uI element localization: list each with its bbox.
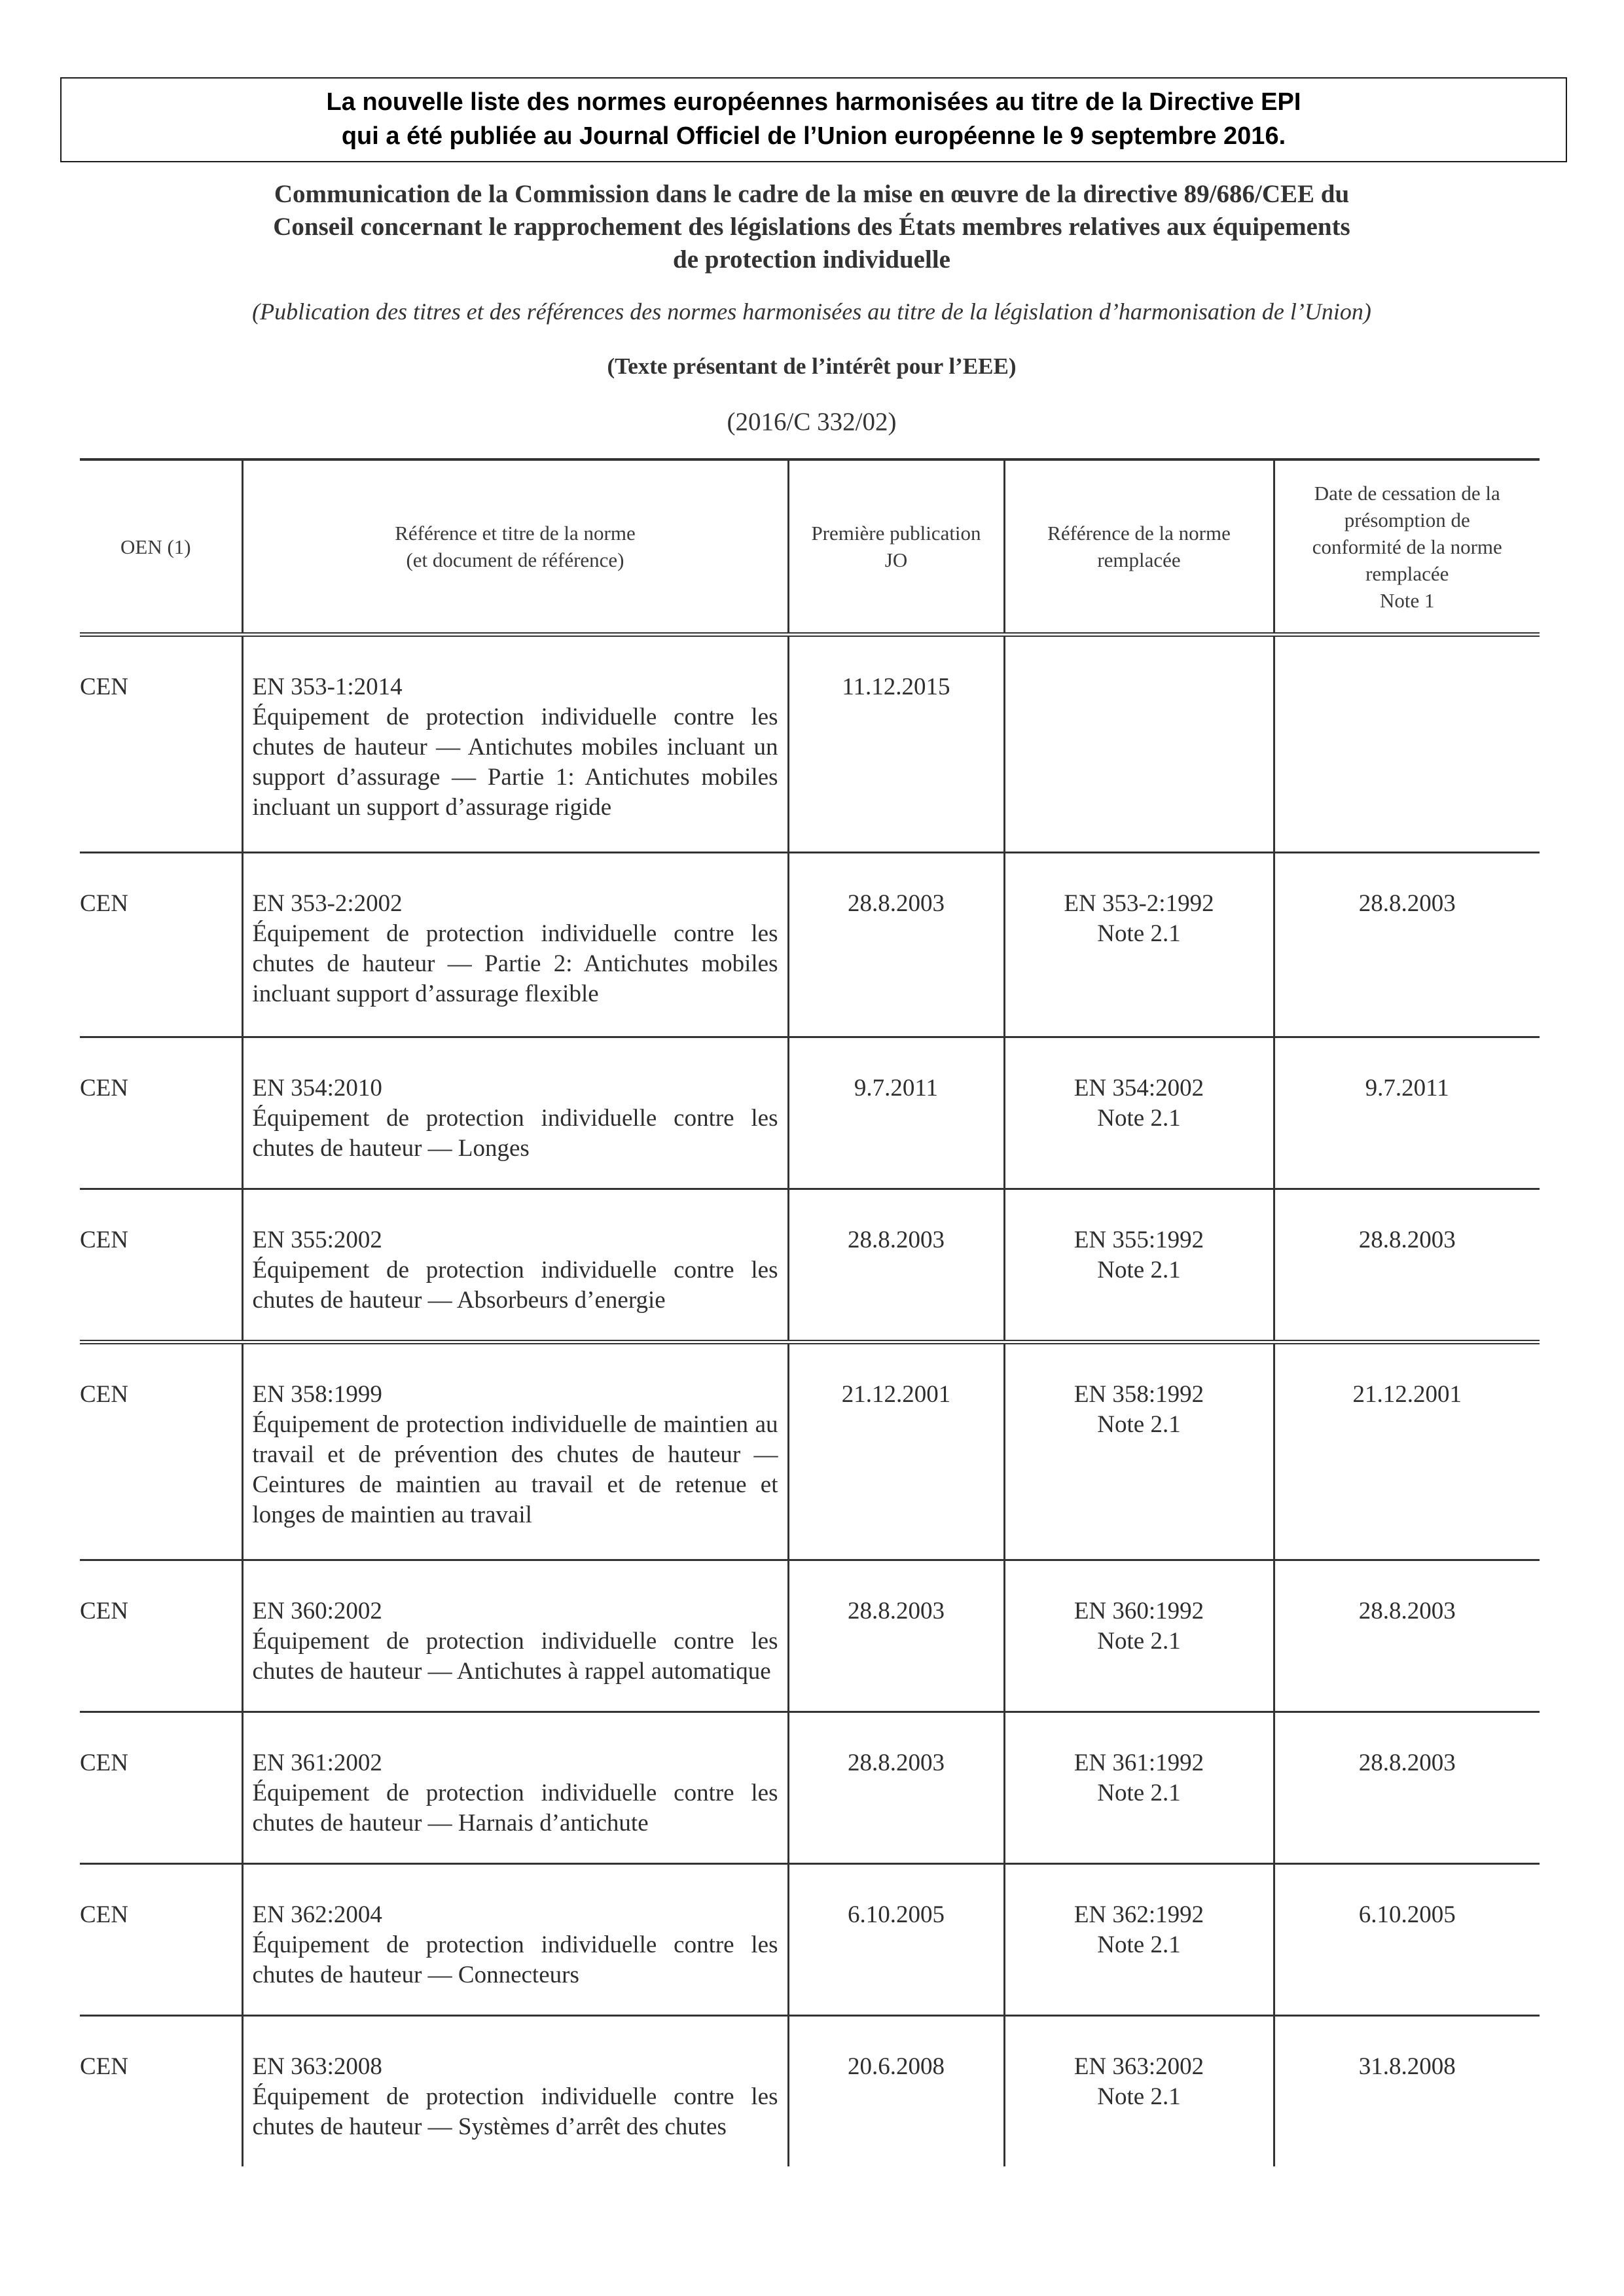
row-standard-reference: EN 355:2002 <box>252 1226 382 1253</box>
table-row <box>80 853 1540 1037</box>
row-standard-reference: EN 353-1:2014 <box>252 673 403 700</box>
table-row <box>80 1342 1540 1560</box>
row-replaced-reference: EN 355:1992 <box>1074 1226 1204 1253</box>
row-reference-title <box>242 853 788 1037</box>
heading-line-3: de protection individuelle <box>673 245 950 274</box>
row-cessation-date <box>1274 635 1540 853</box>
publication-banner <box>60 77 1567 162</box>
row-reference-title <box>242 1864 788 2016</box>
header-reference-title-line-1: Référence et titre de la norme <box>395 522 636 545</box>
row-organisation: CEN <box>80 635 242 853</box>
row-replaced-note: Note 2.1 <box>1097 1931 1181 1959</box>
row-replaced-reference: EN 353-2:1992 <box>1064 890 1214 918</box>
row-replaced-note: Note 2.1 <box>1097 1256 1181 1283</box>
row-cessation-date: 6.10.2005 <box>1274 1864 1540 2016</box>
row-cessation-date: 28.8.2003 <box>1274 853 1540 1037</box>
row-first-publication: 28.8.2003 <box>788 1189 1004 1342</box>
row-cessation-date: 28.8.2003 <box>1274 1712 1540 1864</box>
row-standard-title: Équipement de protection individuelle contre les chutes de hauteur — Systèmes d’arrêt des chutes <box>252 2083 778 2141</box>
row-first-publication: 28.8.2003 <box>788 853 1004 1037</box>
row-reference-title <box>242 635 788 853</box>
row-replaced-standard <box>1004 1864 1274 2016</box>
eee-note: (Texte présentant de l’intérêt pour l’EEE) <box>607 353 1017 379</box>
row-first-publication: 6.10.2005 <box>788 1864 1004 2016</box>
row-standard-title: Équipement de protection individuelle contre les chutes de hauteur — Antichutes mobiles incluant un support d’assurage — Partie 1: Antichutes mobiles incluant un support d’assurage rigide <box>252 704 778 821</box>
row-standard-reference: EN 362:2004 <box>252 1901 382 1929</box>
row-replaced-standard <box>1004 1712 1274 1864</box>
row-cessation-date: 28.8.2003 <box>1274 1560 1540 1712</box>
row-replaced-note: Note 2.1 <box>1097 2083 1181 2111</box>
table-row <box>80 1712 1540 1864</box>
row-standard-title: Équipement de protection individuelle contre les chutes de hauteur — Antichutes à rappel automatique <box>252 1628 778 1685</box>
header-reference-title <box>242 459 788 635</box>
header-replaced-standard <box>1004 459 1274 635</box>
row-organisation: CEN <box>80 1864 242 2016</box>
row-organisation: CEN <box>80 1560 242 1712</box>
row-organisation: CEN <box>80 1712 242 1864</box>
row-replaced-reference: EN 360:1992 <box>1074 1598 1204 1625</box>
header-oen: OEN (1) <box>80 459 242 635</box>
row-replaced-standard <box>1004 1560 1274 1712</box>
row-replaced-standard <box>1004 1189 1274 1342</box>
row-standard-title: Équipement de protection individuelle de maintien au travail et de prévention des chutes de hauteur — Ceintures de maintien au travail et de retenue et longes de maintien au travail <box>252 1410 778 1528</box>
row-standard-reference: EN 361:2002 <box>252 1749 382 1777</box>
header-cessation-date-line-4: remplacée <box>1365 562 1449 585</box>
header-first-publication <box>788 459 1004 635</box>
header-cessation-date-line-1: Date de cessation de la <box>1314 481 1500 505</box>
table-row <box>80 1864 1540 2016</box>
header-cessation-date-line-2: présomption de <box>1344 508 1470 531</box>
table-row <box>80 2016 1540 2166</box>
row-standard-reference: EN 360:2002 <box>252 1598 382 1625</box>
row-organisation: CEN <box>80 853 242 1037</box>
table-row <box>80 1037 1540 1189</box>
row-standard-title: Équipement de protection individuelle contre les chutes de hauteur — Longes <box>252 1104 778 1162</box>
row-organisation: CEN <box>80 1037 242 1189</box>
row-replaced-reference: EN 362:1992 <box>1074 1901 1204 1929</box>
row-first-publication: 21.12.2001 <box>788 1342 1004 1560</box>
row-replaced-reference: EN 354:2002 <box>1074 1074 1204 1102</box>
row-standard-title: Équipement de protection individuelle contre les chutes de hauteur — Connecteurs <box>252 1931 778 1989</box>
row-first-publication: 11.12.2015 <box>788 635 1004 853</box>
row-standard-title: Équipement de protection individuelle contre les chutes de hauteur — Partie 2: Antichutes mobiles incluant support d’assurage flexible <box>252 920 778 1008</box>
row-organisation: CEN <box>80 2053 128 2081</box>
row-replaced-reference: EN 361:1992 <box>1074 1749 1204 1777</box>
row-organisation: CEN <box>80 1189 242 1342</box>
row-standard-reference: EN 353-2:2002 <box>252 890 403 918</box>
table-header-row <box>80 459 1540 635</box>
row-replaced-note: Note 2.1 <box>1097 920 1181 948</box>
row-replaced-standard <box>1004 2016 1274 2166</box>
row-first-publication: 9.7.2011 <box>788 1037 1004 1189</box>
row-cessation-date: 31.8.2008 <box>1274 2016 1540 2166</box>
row-standard-reference: EN 363:2008 <box>252 2053 382 2081</box>
row-organisation: CEN <box>80 1342 242 1560</box>
communication-heading <box>196 178 1427 276</box>
row-standard-title: Équipement de protection individuelle contre les chutes de hauteur — Absorbeurs d’energie <box>252 1256 778 1314</box>
row-cessation-date: 28.8.2003 <box>1274 1189 1540 1342</box>
header-replaced-standard-line-1: Référence de la norme <box>1047 522 1231 545</box>
row-reference-title <box>242 1560 788 1712</box>
heading-line-1: Communication de la Commission dans le cadre de la mise en œuvre de la directive 89/686/CEE du <box>274 180 1350 208</box>
row-replaced-note: Note 2.1 <box>1097 1410 1181 1438</box>
row-reference-title <box>242 1037 788 1189</box>
header-cessation-date-line-3: conformité de la norme <box>1312 535 1502 558</box>
row-cessation-date: 21.12.2001 <box>1274 1342 1540 1560</box>
table-row <box>80 635 1540 853</box>
row-reference-title <box>242 1189 788 1342</box>
standards-table <box>80 458 1540 2166</box>
row-replaced-reference: EN 363:2002 <box>1074 2053 1204 2081</box>
table-row <box>80 1189 1540 1342</box>
publication-subtitle: (Publication des titres et des références des normes harmonisées au titre de la législation d’harmonisation de l’Union) <box>252 298 1371 325</box>
row-replaced-standard <box>1004 1037 1274 1189</box>
row-cessation-date: 9.7.2011 <box>1274 1037 1540 1189</box>
row-standard-reference: EN 354:2010 <box>252 1074 382 1102</box>
row-replaced-note: Note 2.1 <box>1097 1104 1181 1132</box>
row-first-publication: 20.6.2008 <box>788 2016 1004 2166</box>
row-replaced-note: Note 2.1 <box>1097 1780 1181 1807</box>
table-row <box>80 1560 1540 1712</box>
row-replaced-reference: EN 358:1992 <box>1074 1380 1204 1408</box>
header-first-publication-line-2: JO <box>884 548 908 571</box>
document-reference: (2016/C 332/02) <box>727 408 897 436</box>
row-first-publication: 28.8.2003 <box>788 1712 1004 1864</box>
banner-line-2: qui a été publiée au Journal Officiel de l’Union européenne le 9 septembre 2016. <box>341 122 1286 150</box>
row-reference-title <box>242 1712 788 1864</box>
row-replaced-standard <box>1004 853 1274 1037</box>
header-replaced-standard-line-2: remplacée <box>1097 548 1181 571</box>
row-reference-title <box>242 2016 788 2166</box>
row-reference-title <box>242 1342 788 1560</box>
row-replaced-standard <box>1004 635 1274 853</box>
row-first-publication: 28.8.2003 <box>788 1560 1004 1712</box>
header-first-publication-line-1: Première publication <box>811 522 981 545</box>
header-cessation-date <box>1274 459 1540 635</box>
row-standard-reference: EN 358:1999 <box>252 1380 382 1408</box>
row-standard-title: Équipement de protection individuelle contre les chutes de hauteur — Harnais d’antichute <box>252 1780 778 1837</box>
header-cessation-date-line-5: Note 1 <box>1379 588 1435 612</box>
row-replaced-note: Note 2.1 <box>1097 1628 1181 1655</box>
header-reference-title-line-2: (et document de référence) <box>406 548 624 571</box>
heading-line-2: Conseil concernant le rapprochement des législations des États membres relatives aux équipements <box>273 213 1350 241</box>
row-replaced-standard <box>1004 1342 1274 1560</box>
banner-line-1: La nouvelle liste des normes européennes harmonisées au titre de la Directive EPI <box>326 88 1301 116</box>
